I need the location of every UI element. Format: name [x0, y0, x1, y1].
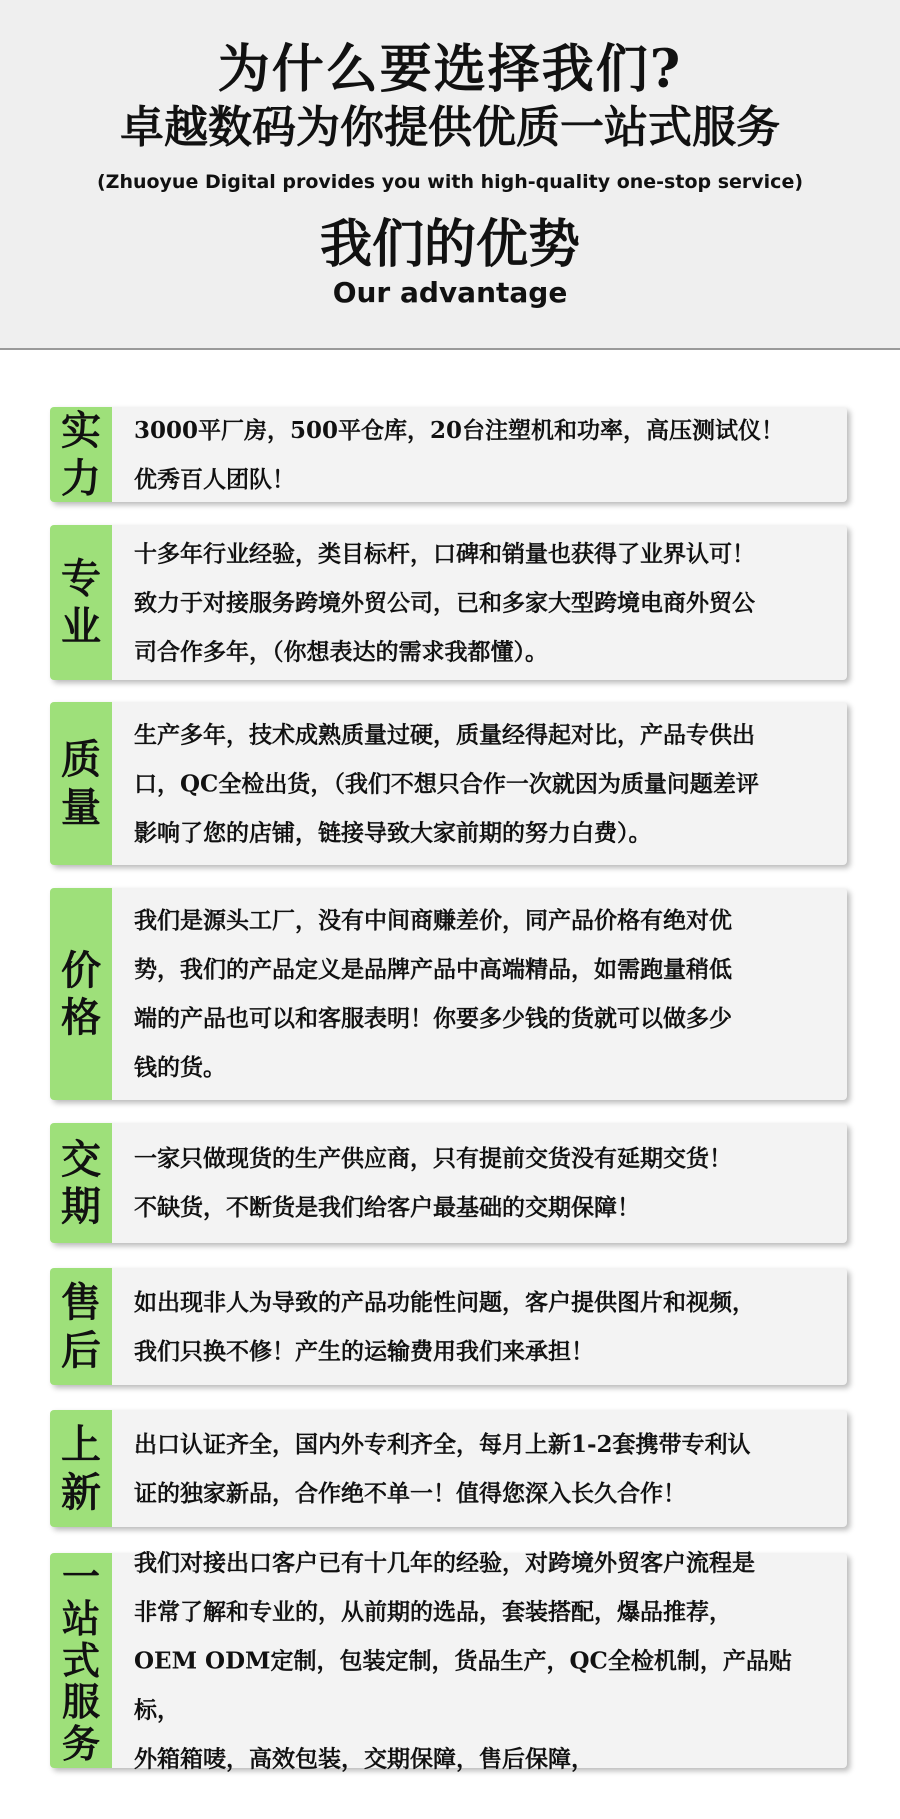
card-line: 口，QC全检出货，（我们不想只合作一次就因为质量问题差评 [134, 770, 759, 797]
card-line: 我们只换不修！产生的运输费用我们来承担！ [134, 1337, 594, 1365]
card-line: 外箱箱唛，高效包装，交期保障，售后保障， [134, 1745, 594, 1772]
card-line: 影响了您的店铺，链接导致大家前期的努力白费）。 [134, 819, 652, 846]
card-tag [50, 1553, 112, 1768]
card-text [134, 710, 833, 857]
tag-char: 务 [61, 1721, 100, 1767]
tag-char: 售 [61, 1279, 101, 1327]
tag-char: 式 [61, 1637, 100, 1683]
tag-char: 期 [61, 1183, 101, 1230]
card-text [134, 529, 833, 676]
card-line: 我们是源头工厂，没有中间商赚差价，同产品价格有绝对优 [134, 907, 732, 934]
advantage-heading: 我们的优势 [319, 214, 580, 275]
tag-char: 量 [61, 783, 101, 831]
advantage-card-delivery [50, 1123, 847, 1243]
card-text [134, 1134, 833, 1232]
card-text [134, 1420, 833, 1518]
card-line: 3000平厂房，500平仓库，20台注塑机和功率，高压测试仪！ [134, 416, 785, 444]
advantage-card-strength [50, 407, 847, 502]
card-line: 如出现非人为导致的产品功能性问题，客户提供图片和视频， [134, 1288, 755, 1316]
tag-char: 格 [61, 994, 101, 1041]
tag-char: 价 [61, 946, 101, 994]
card-line: 致力于对接服务跨境外贸公司，已和多家大型跨境电商外贸公 [134, 589, 755, 616]
card-line: 十多年行业经验，类目标杆，口碑和销量也获得了业界认可！ [134, 540, 755, 567]
card-tag [50, 1123, 112, 1243]
tag-char: 质 [61, 736, 101, 784]
tag-char: 服 [61, 1679, 100, 1725]
advantage-card-quality [50, 702, 847, 865]
card-line: 优秀百人团队！ [134, 465, 295, 493]
card-text [134, 1278, 833, 1376]
card-tag [50, 407, 112, 502]
advantage-card-one-stop-service [50, 1549, 847, 1772]
card-tag [50, 1268, 112, 1385]
tag-char: 后 [61, 1326, 101, 1374]
tag-char: 交 [61, 1135, 101, 1183]
advantage-card-price [50, 888, 847, 1100]
tag-char: 站 [61, 1595, 100, 1641]
card-line: 出口认证齐全，国内外专利齐全，每月上新1-2套携带专利认 [134, 1430, 751, 1458]
card-line: 非常了解和专业的，从前期的选品，套装搭配，爆品推荐， [134, 1598, 732, 1625]
card-line: 司合作多年，（你想表达的需求我都懂）。 [134, 638, 548, 665]
tag-char: 一 [61, 1554, 100, 1599]
advantage-heading-en: Our advantage [332, 276, 568, 309]
advantage-card-new-products [50, 1410, 847, 1527]
card-line: 不缺货，不断货是我们给客户最基础的交期保障！ [134, 1194, 640, 1221]
card-line: 势，我们的产品定义是品牌产品中高端精品，如需跑量稍低 [134, 956, 732, 983]
card-text [134, 896, 833, 1092]
page-title: 为什么要选择我们? [217, 39, 683, 100]
tag-char: 新 [61, 1468, 101, 1516]
card-text [134, 1538, 833, 1783]
card-text [134, 406, 833, 504]
card-tag [50, 525, 112, 680]
tag-char: 专 [61, 555, 101, 603]
advantage-card-professional [50, 525, 847, 680]
page-subtitle: 卓越数码为你提供优质一站式服务 [120, 102, 780, 153]
advantage-card-after-sales [50, 1268, 847, 1385]
english-subtitle: (Zhuoyue Digital provides you with high-quality one-stop service) [96, 171, 804, 193]
tag-char: 实 [61, 407, 101, 455]
card-line: OEM ODM定制，包装定制，货品生产，QC全检机制，产品贴标， [134, 1647, 792, 1723]
card-tag [50, 888, 112, 1100]
card-line: 一家只做现货的生产供应商，只有提前交货没有延期交货！ [134, 1145, 732, 1172]
card-tag [50, 1410, 112, 1527]
tag-char: 业 [61, 602, 101, 650]
card-line: 我们对接出口客户已有十几年的经验，对跨境外贸客户流程是 [134, 1549, 755, 1576]
tag-char: 上 [61, 1421, 101, 1469]
card-tag [50, 702, 112, 865]
card-line: 证的独家新品，合作绝不单一！值得您深入长久合作！ [134, 1479, 686, 1507]
card-line: 生产多年，技术成熟质量过硬，质量经得起对比，产品专供出 [134, 721, 755, 748]
tag-char: 力 [61, 454, 101, 502]
card-line: 钱的货。 [134, 1054, 226, 1081]
card-line: 端的产品也可以和客服表明！你要多少钱的货就可以做多少 [134, 1005, 732, 1032]
